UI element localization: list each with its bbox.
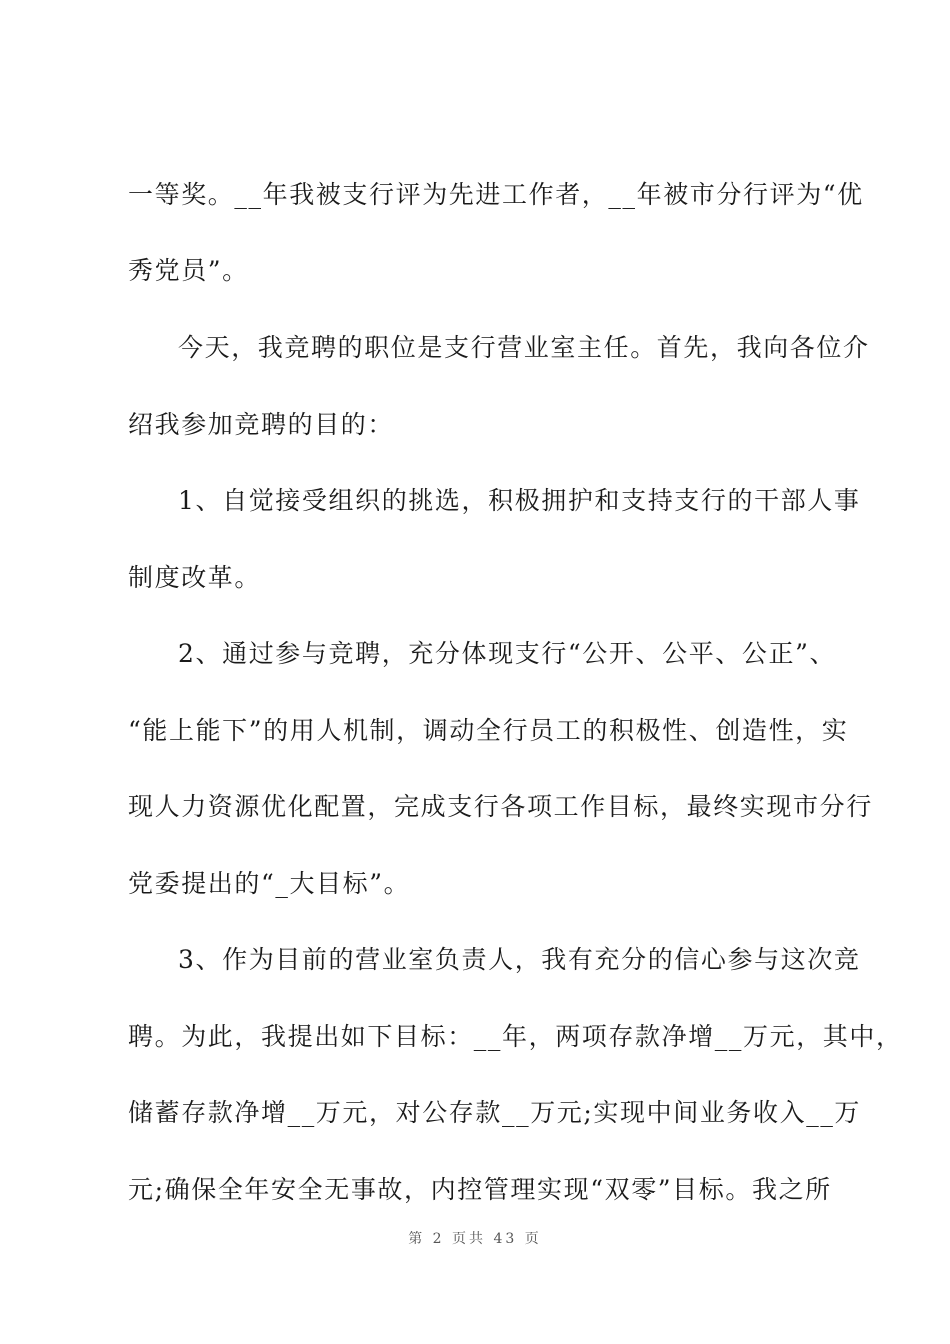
text-line: 聘。为此，我提出如下目标：__年，两项存款净增__万元，其中， (128, 1022, 903, 1051)
text-line: 绍我参加竞聘的目的： (128, 410, 395, 439)
list-item-2-line: 2、通过参与竞聘，充分体现支行“公开、公平、公正”、 (178, 639, 837, 668)
text-line: 制度改革。 (128, 563, 262, 592)
list-item-1-line: 1、自觉接受组织的挑选，积极拥护和支持支行的干部人事 (178, 486, 861, 515)
text-line: “能上能下”的用人机制，调动全行员工的积极性、创造性，实 (128, 716, 849, 745)
text-line: 现人力资源优化配置，完成支行各项工作目标，最终实现市分行 (128, 792, 873, 821)
text-line: 一等奖。__年我被支行评为先进工作者，__年被市分行评为“优 (128, 180, 864, 209)
page-number-footer: 第 2 页共 43 页 (408, 1231, 542, 1247)
list-item-3-line: 3、作为目前的营业室负责人，我有充分的信心参与这次竞 (178, 945, 861, 974)
text-line: 党委提出的“_大目标”。 (128, 869, 411, 898)
text-line: 秀党员”。 (128, 256, 249, 285)
text-line: 元;确保全年安全无事故，内控管理实现“双零”目标。我之所 (128, 1175, 832, 1204)
text-line: 储蓄存款净增__万元，对公存款__万元;实现中间业务收入__万 (128, 1098, 862, 1127)
paragraph-start-line: 今天，我竞聘的职位是支行营业室主任。首先，我向各位介 (178, 333, 870, 362)
